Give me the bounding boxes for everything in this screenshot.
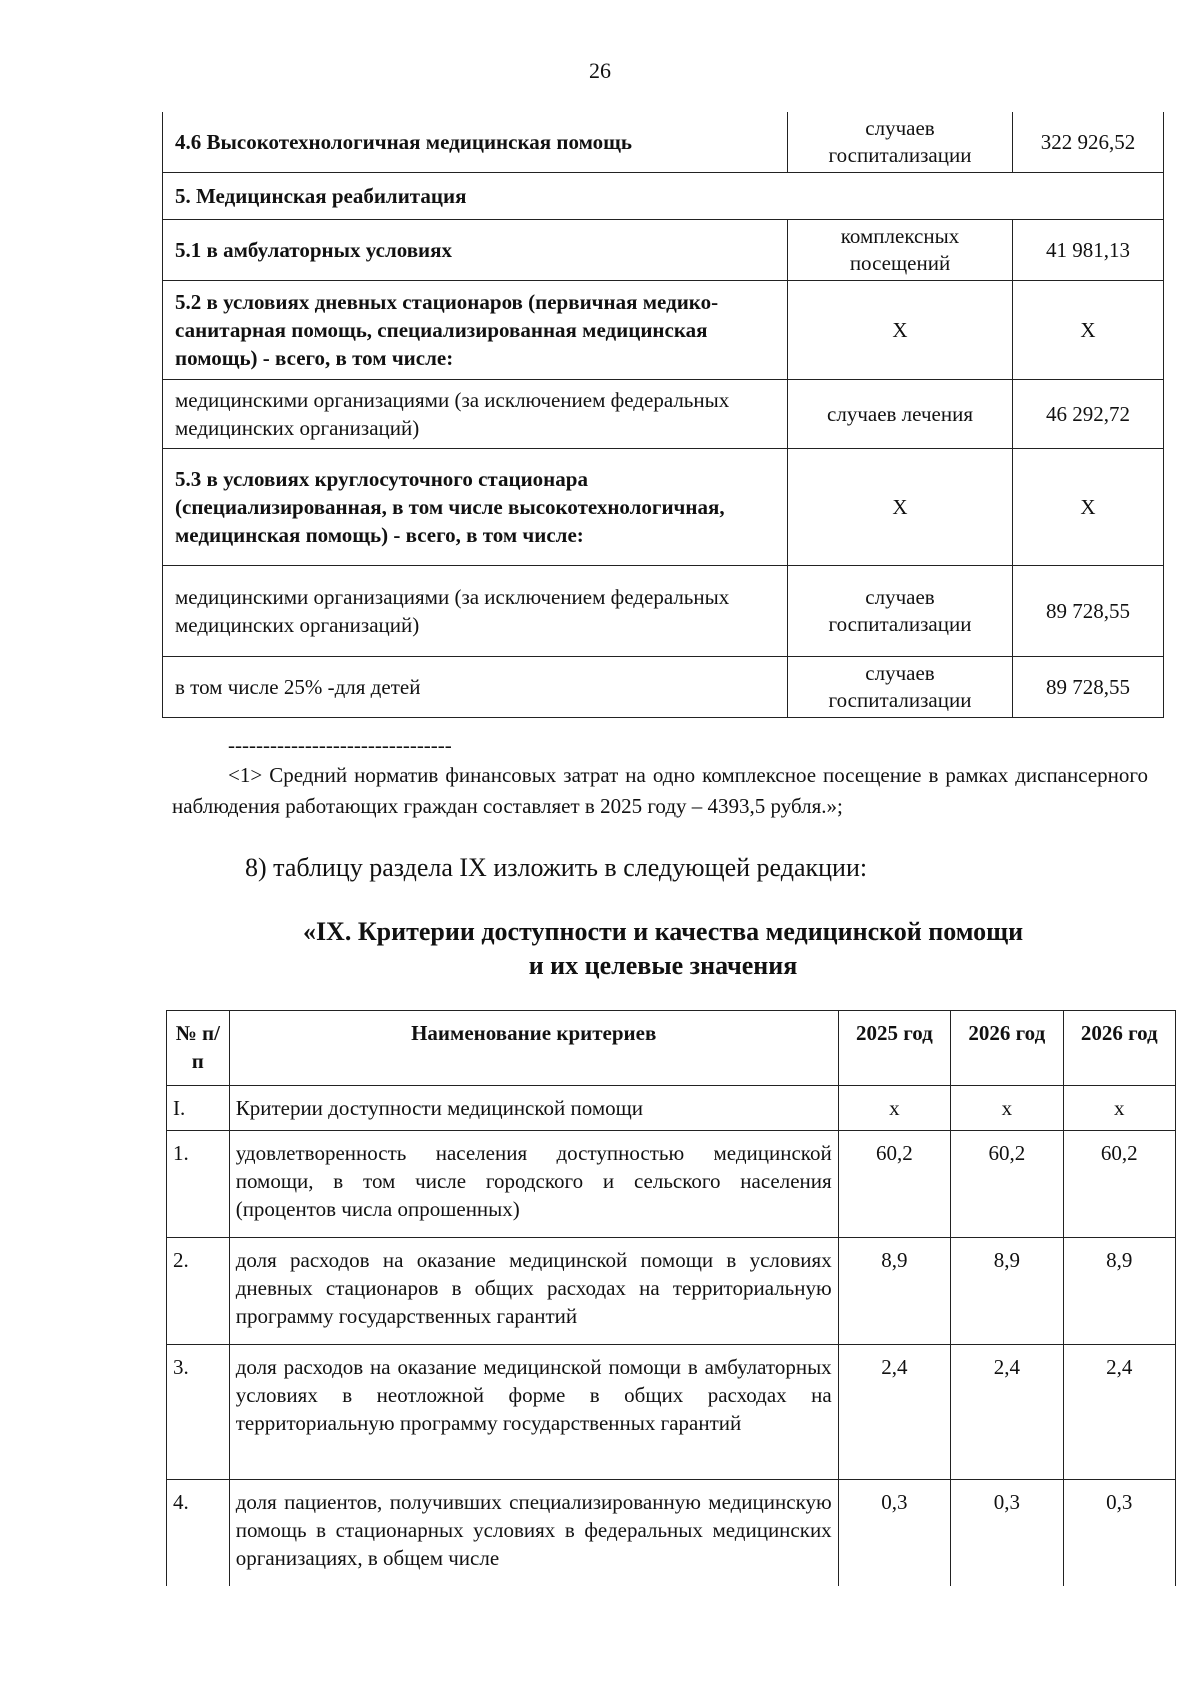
row-value-2026: 2,4 — [951, 1345, 1063, 1480]
section-title-line-1: «IX. Критерии доступности и качества медицинской помощи — [302, 917, 1024, 946]
row-value-2026b: 0,3 — [1063, 1480, 1175, 1587]
table-row — [163, 657, 1164, 718]
table-row — [163, 566, 1164, 657]
row-name: медицинскими организациями (за исключением федеральных медицинских организаций) — [163, 380, 788, 449]
row-unit: комплексных посещений — [788, 220, 1013, 281]
row-value-2025: 0,3 — [838, 1480, 950, 1587]
financial-norms-table — [162, 112, 1164, 718]
row-number: 4. — [167, 1480, 230, 1587]
row-unit: Х — [788, 281, 1013, 380]
footnote-text: <1> Средний норматив финансовых затрат на одно комплексное посещение в рамках диспансерного наблюдения работающих граждан составляет в 2025 году – 4393,5 рубля.»; — [172, 763, 1148, 818]
row-value: 41 981,13 — [1013, 220, 1164, 281]
row-value-2025: 2,4 — [838, 1345, 950, 1480]
header-name: Наименование критериев — [229, 1011, 838, 1086]
row-value-2026: 60,2 — [951, 1131, 1063, 1238]
row-value: 89 728,55 — [1013, 657, 1164, 718]
table-row — [163, 449, 1164, 566]
page-number: 26 — [589, 58, 611, 83]
row-number: 2. — [167, 1238, 230, 1345]
row-criterion: доля пациентов, получивших специализированную медицинскую помощь в стационарных условиях в федеральных медицинских организациях, в общем числе — [229, 1480, 838, 1587]
table-row — [167, 1238, 1176, 1345]
row-unit: случаев госпитализации — [788, 112, 1013, 173]
header-year-1: 2025 год — [838, 1011, 950, 1086]
row-criterion: Критерии доступности медицинской помощи — [229, 1086, 838, 1131]
header-year-3: 2026 год — [1063, 1011, 1175, 1086]
section-title — [162, 915, 1164, 983]
table-header-row — [167, 1011, 1176, 1086]
row-name: медицинскими организациями (за исключением федеральных медицинских организаций) — [163, 566, 788, 657]
criteria-table — [166, 1010, 1176, 1586]
row-value-2026: 8,9 — [951, 1238, 1063, 1345]
row-number: 3. — [167, 1345, 230, 1480]
table-row — [163, 220, 1164, 281]
row-criterion: удовлетворенность населения доступностью медицинской помощи, в том числе городского и сельского населения (процентов числа опрошенных) — [229, 1131, 838, 1238]
row-value-2026b: х — [1063, 1086, 1175, 1131]
row-name: 5.1 в амбулаторных условиях — [163, 220, 788, 281]
section-row-name: 5. Медицинская реабилитация — [163, 173, 1164, 220]
table-row — [167, 1086, 1176, 1131]
row-value: Х — [1013, 449, 1164, 566]
table-row — [163, 112, 1164, 173]
row-value-2026b: 8,9 — [1063, 1238, 1175, 1345]
row-value-2025: 60,2 — [838, 1131, 950, 1238]
row-value: 46 292,72 — [1013, 380, 1164, 449]
row-unit: случаев госпитализации — [788, 566, 1013, 657]
row-value-2026b: 2,4 — [1063, 1345, 1175, 1480]
header-number: № п/п — [167, 1011, 230, 1086]
header-year-2: 2026 год — [951, 1011, 1063, 1086]
row-unit: случаев госпитализации — [788, 657, 1013, 718]
row-name: 4.6 Высокотехнологичная медицинская помощь — [163, 112, 788, 173]
row-name: 5.2 в условиях дневных стационаров (первичная медико-санитарная помощь, специализированная медицинская помощь) - всего, в том числе: — [163, 281, 788, 380]
table-row — [167, 1345, 1176, 1480]
row-number: 1. — [167, 1131, 230, 1238]
table-row — [163, 281, 1164, 380]
row-criterion: доля расходов на оказание медицинской помощи в условиях дневных стационаров в общих расходах на территориальную программу государственных гарантий — [229, 1238, 838, 1345]
row-value-2026: 0,3 — [951, 1480, 1063, 1587]
table-row — [167, 1131, 1176, 1238]
table-row — [163, 380, 1164, 449]
row-value: 322 926,52 — [1013, 112, 1164, 173]
row-value-2026b: 60,2 — [1063, 1131, 1175, 1238]
row-unit: случаев лечения — [788, 380, 1013, 449]
row-value-2025: х — [838, 1086, 950, 1131]
row-value-2025: 8,9 — [838, 1238, 950, 1345]
table-row — [163, 173, 1164, 220]
footnote-separator: -------------------------------- — [228, 733, 452, 757]
row-value: 89 728,55 — [1013, 566, 1164, 657]
row-criterion: доля расходов на оказание медицинской помощи в амбулаторных условиях в неотложной форме в общих расходах на территориальную программу государственных гарантий — [229, 1345, 838, 1480]
row-name: 5.3 в условиях круглосуточного стационара (специализированная, в том числе высокотехнологичная, медицинская помощь) - всего, в том числе: — [163, 449, 788, 566]
row-name: в том числе 25% -для детей — [163, 657, 788, 718]
section-title-line-2: и их целевые значения — [528, 951, 798, 980]
row-value: Х — [1013, 281, 1164, 380]
row-number: I. — [167, 1086, 230, 1131]
table-row — [167, 1480, 1176, 1587]
row-value-2026: х — [951, 1086, 1063, 1131]
amendment-instruction: 8) таблицу раздела IX изложить в следующей редакции: — [245, 853, 868, 882]
row-unit: Х — [788, 449, 1013, 566]
